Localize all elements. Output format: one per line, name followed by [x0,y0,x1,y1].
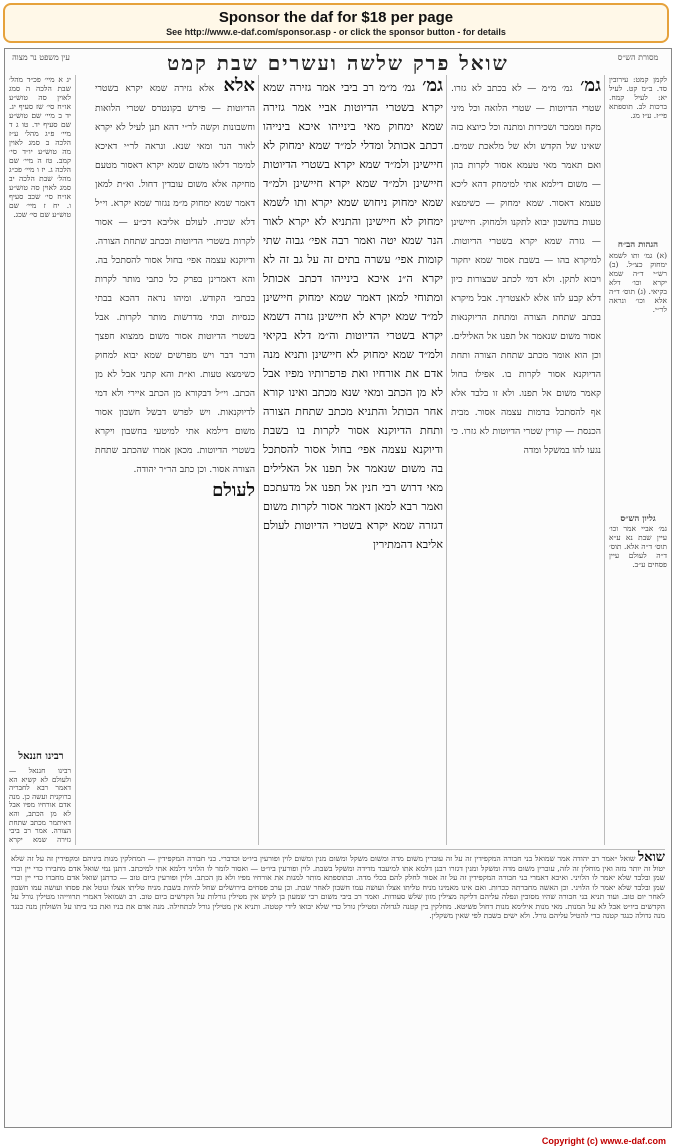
tosafot-text: אלא גזירה שמא יקרא בשטרי הדיוטות — פירש בקונטרס שטרי הלואות וחשבונות וקשה לר״י דהא תנן לעיל לא יקרא לאור הנר ומאי שנא. ונראה לר״י דאיכא למימר דלאו משום שמא יקרא דאסור מטעם מחיקה אלא משום עובדין דחול. וא״ת למאן דאמר שמא ימחוק מ״מ נגזור שמא יקרא. וי״ל דלא שכיח. לעולם אליבא דכ״ע — אסור לקרות בשטרי הדיוטות ובכתב שתחת הצורה. ודיוקנא עצמה אפי׳ בחול אסור להסתכל בה. והא דאמרינן בפרק כל כתבי מותר לקרות בכתבי הקודש. ומיהו נראה דהכא בבתי כנסיות ובתי מדרשות מותר לקרות. אבל בשטרי הדיוטות אסור משום ממצוא חפצך ודבר דבר ויש מפרשים שמא יבוא למחוק כשימצא טעות. וא״ת והא קתני אבל לא מן הכתב. וי״ל דבקורא מן הכתב איירי ולא דמי לדיוקנאות. ויש לפרש דבשל חשבון אסור משום דילמא אתי למיטעי בחשבון ויקרא בשטרי הדיוטות. מכאן אמרו שהכתב שתחת הצורה אסור. וכן כתב הר״ר יהודה. [95,83,255,475]
bottom-text: שואל ״אמר רב יהודה אמר שמואל בני חבורה המקפידין זה על זה עוברין משום מדה ומשום משקל ומשום מנין ומשום לוין ופורעין ביו״ט וכדברי. בני חבורה המקפידין — המחלקין מנות ביניהם ומקפידין זה על זה שלא יטול זה יותר מזה ואין מוחלין זה לזה, עוברין משום מדה ומשקל ומנין דגזרו רבנן דלמא אתו למיעבד מדידה ומשקל בשבת. לוין ופורעין ביו״ט — ואסור לומר לו הלויני דלמא אתי למיכתב. דתנן נמי שואל אדם מחבירו כדי יין וכדי שמן ובלבד שלא יאמר לו הלויני. ואיכא דאמרי בני חבורה המקפידין זה על זה אסור לחלק להם בכלי מדה. ובתוספתא מותר למנות את אורחיו מפיו ולא מן הכתב. ולוין ופורעין ביום טוב — כדתנן שואל אדם מחברו כדי יין וכדי שמן ובלבד שלא יאמר לו הלויני. וכן האשה מחברתה ככרות. ואם אינו מאמינו מניח טליתו אצלו ועושה עמו חשבון לאחר שבת. וכן ערב פסחים בירושלים שחל להיות בשבת מניח טליתו אצלו ונוטל את פסחו ועושה עמו חשבון לאחר יום טוב. ועוד תניא בני חבורה שהיו מסובין ונפלה עליהם דליקה מצילין מזון שלש סעודות. ואמר רב ביבי משום רבי שמעון בן לקיש אין מטילין גורלות על הקדשים ביום טוב. רב ושמואל דאמרי תרווייהו מטילין גורל על הקדשים ביו״ט אבל לא על המנות. מאי מנות אילימא מנות דחול פשיטא. מחלקין בין קטנה לגדולה ומטילין גורל כדי שלא יבואו לידי קטטה. ותניא אין מטילין גורל לכתחילה. מנה אדם את בניו ואת בני ביתו על השולחן מנה כנגד מנה גדולה כנגד קטנה כדי להטיל עליהם גורל. ולא ישים בשבת לפי שאין משקלין. [11,854,665,920]
masoret-hashas-column [609,75,667,835]
rabbeinu-chananel-text: רבינו חננאל — ולעולם לא קשיא הא דאמר רבא לחבריה ברוקנית ועשה כן. מנה אדם אורחיו מפיו אבל לא מן הכתב, והא דאיתמר מכתב שתחת הצורה. אמר רב ביבי גזירה שמא יקרא [9,767,71,844]
bottom-commentary [11,849,665,1101]
ein-mishpat-column [9,75,71,435]
gemara-column [263,75,443,845]
page-header: שואל פרק שלשה ועשרים שבת קמט [167,51,509,75]
tosafot-column [95,75,255,845]
ein-mishpat-text: יג א מיי׳ פכ״ד מהל׳ שבת הלכה ה סמג לאוין סה טוש״ע או״ח סי׳ שז סעיף יג. יד ב מיי׳ שם טוש״ע שם סעיף יד. טו ג ד מיי׳ פ״ג מהל׳ ע״ז הלכה ב סמג לאוין מה טוש״ע יו״ד סי׳ קמב. טז ה מיי׳ שם הלכה ג. יז ו מיי׳ פכ״ג מהל׳ שבת הלכה יב סמג לאוין סה טוש״ע או״ח סי׳ שכב סעיף ו. יח ז מיי׳ שם טוש״ע שם סי׳ שכג. [9,75,71,219]
rabbeinu-chananel-title: רבינו חננאל [18,751,64,762]
hagahot-text: (א) גמ׳ ותו לשמא ימחוק כצ״ל. (ב) רש״י ד״ה שמא יקרא וכו׳ דלא בקיאי. (ג) תוס׳ ד״ה אלא וכו׳ ונראה לר״י. [609,250,667,314]
masoret-hashas-title: מסורת הש״ס [617,53,659,62]
rashi-opening-word: גמ׳ [580,75,601,96]
rashi-text: גמ׳ מ״מ — לא בכתב לא גזרו. שטרי הדיוטות — שטרי הלואה וכל מיני מקח וממכר ושכירות ומתנה וכל כיוצא בזה שאינו של הקדש ולא של מלאכת שמים. ואם תאמר מאי טעמא אסור לקרות בהן — משום דילמא אתי למימחק דהא ליכא טעמא דאסור. שמא ימחוק — כשימצא טעות בחשבון יבוא לתקנו ולמחוק. חיישינן — גזרה שמא יקרא בשטרי הדיוטות. למיקרא בהו — בשבת אסור שמא יחקור ויבוא לתקן. ולא דמי לכתב שבצורות כיון דלא קבע להו אלא לאצטריך. אבל מיקרא בכתב שתחת הצורה ומתחת הדיוקנאות אסור משום שנאמר אל תפנו אל האלילים. וכן הוא אומר מכתב שתחת הצורה ותחת הדיוקנא אסור לקרות בו. אפילו בחול קאמר משום אל תפנו. ולא זו בלבד אלא אף להסתכל בדמות עצמה אסור. מבית הכנסת — קורין שטרי הדיוטות לא גזרו. כי נגעו להו במשקל ומדה [451,83,601,456]
gilyon-title: גליון הש״ס [620,513,656,524]
sponsor-title: Sponsor the daf for $18 per page [218,9,454,26]
talmud-page [4,48,672,1128]
sponsor-banner[interactable] [3,3,669,43]
rabbeinu-chananel-column [9,767,71,845]
tosafot-opening-word: אלא [223,75,255,96]
hagahot-title: הגהות הב״ח [617,240,659,250]
copyright-notice[interactable]: Copyright (c) www.e-daf.com [541,1136,666,1146]
tosafot-leolam-word: לעולם [212,480,255,501]
rashi-column [451,75,601,845]
ein-mishpat-title: עין משפט נר מצוה [12,53,70,62]
masoret-hashas-text: לקמן קמט: עירובין סד. ב״מ קט. לעיל יא: לעיל קמח. ברכות לב. תוספתא פי״ז. ע״ז מג. [609,75,667,120]
sponsor-subtitle[interactable]: See http://www.e-daf.com/sponsor.asp - or click the sponsor button - for details [166,27,506,37]
gemara-opening-word: גמ׳ [422,75,443,96]
gilyon-text: גמ׳ אביי אמר וכו׳ עיין שבת נא ע״א תוס׳ ד״ה אלא. תוס׳ ד״ה לעולם עיין פסחים ע״ב. [609,524,667,570]
gemara-text: גמ׳ מ״מ רב ביבי אמר גזירה שמא יקרא בשטרי הדיוטות אביי אמר גזירה שמא ימחוק מאי בינייהו איכא בינייהו דכתב אכותל ומדלי למ״ד שמא ימחוק לא חיישינן ולמ״ד שמא יקרא בשטרי הדיוטות חיישינן ולמ״ד שמא יקרא חיישינן ולמ״ד שמא ימחוק ניחוש שמא יקרא ותו לשמא ימחוק לא חיישינן והתניא לא יקרא לאור הנר שמא יטה ואמר רבה אפי׳ גבוה שתי קומות אפי׳ עשרה בתים זה על גב זה לא יקרא ה״נ איכא בינייהו דכתב אכותל ומתוחי למאן דאמר שמא ימחוק חיישינן למ״ד שמא יקרא לא חיישינן גזרה דשמא יקרא בשטרי הדיוטות וה״מ דלא בקיאי ולמ״ד שמא ימחוק לא חיישינן ותניא מנה אדם את אורחיו ואת פרפרותיו מפיו אבל לא מן הכתב ומאי שנא מכתב ואינו קורא אחר הכותל והתניא מכתב שתחת הצורה ותחת הדיוקנא אסור לקרות בו בשבת ודיוקנא עצמה אפי׳ בחול אסור להסתכל בה משום שנאמר אל תפנו אל האלילים מאי דרוש רבי חנין אל תפנו אל מדעתכם ואמר רבא למאן דאמר אסור לקרות משום דגזרה שמא יקרא בשטרי הדיוטות לעולם אליבא דהמתירין [263,81,443,551]
bottom-opening-word: שואל [638,850,665,865]
